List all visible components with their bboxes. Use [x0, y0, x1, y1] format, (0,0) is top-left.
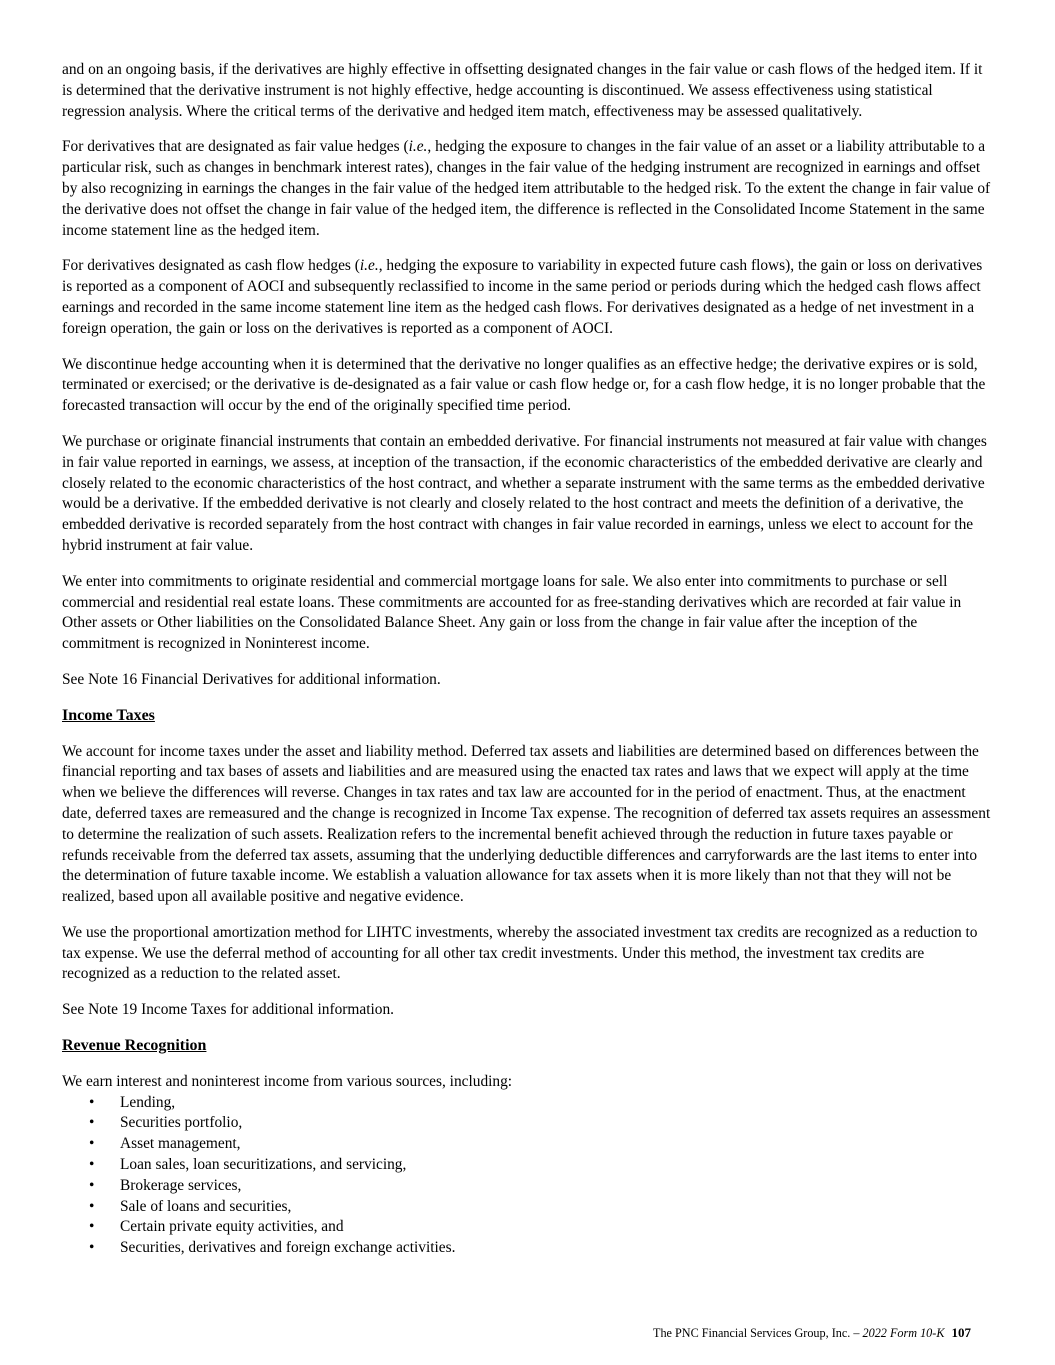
- fair-value-hedges-text-b: , hedging the exposure to changes in the fair value of an asset or a liability attributable to a particular risk, such as changes in benchmark interest rates), changes in the fair value of the hedging instrument are recognized in earnings and offset by also recognizing in earnings the changes in the fair value of the hedged item attributable to the hedged risk. To the extent the change in fair value of the derivative does not offset the change in fair value of the hedged item, the difference is reflected in the Consolidated Income Statement in the same income statement line as the hedged item.: [62, 138, 991, 239]
- commitments-paragraph: We enter into commitments to originate residential and commercial mortgage loans for sale. We also enter into commitments to purchase or sell commercial and residential real estate loans. These commitments are accounted for as free-standing derivatives which are recorded at fair value in Other assets or Other liabilities on the Consolidated Balance Sheet. Any gain or loss from the change in fair value after the inception of the commitment is recognized in Noninterest income.: [62, 572, 962, 653]
- document-page: [62, 60, 994, 1259]
- income-taxes-paragraph-1: We account for income taxes under the asset and liability method. Deferred tax assets and liabilities are determined based on differences between the financial reporting and tax bases of assets and liabilities and are measured using the enacted tax rates and laws that we expect will apply at the time when we believe the differences will reverse. Changes in tax rates and tax law are accounted for in the period of enactment. Thus, at the enactment date, deferred taxes are remeasured and the change is recognized in Income Tax expense. The recognition of deferred tax assets requires an assessment to determine the realization of such assets. Realization refers to the incremental benefit achieved through the reduction in future taxes payable or refunds receivable from the deferred tax assets, assuming that the underlying deductible differences and carryforwards are the last items to enter into the determination of future taxable income. We establish a valuation allowance for tax assets when it is more likely than not that they will not be realized, based upon all available positive and negative evidence.: [62, 742, 991, 906]
- bullet-icon: •: [89, 1176, 95, 1194]
- revenue-intro: We earn interest and noninterest income from various sources, including:: [62, 1072, 513, 1090]
- bullet-icon: •: [89, 1239, 95, 1257]
- income-taxes-paragraph-2: We use the proportional amortization method for LIHTC investments, whereby the associated investment tax credits are recognized as a reduction to tax expense. We use the deferral method of accounting for all other tax credit investments. Under this method, the investment tax credits are recognized as a reduction to the related asset.: [62, 923, 978, 983]
- list-item: [62, 1238, 994, 1259]
- list-item: [62, 1176, 994, 1197]
- page-number: 107: [951, 1325, 971, 1340]
- bullet-icon: •: [89, 1156, 95, 1174]
- list-item-text: Securities portfolio,: [120, 1114, 243, 1132]
- income-taxes-heading: Income Taxes: [62, 706, 155, 724]
- list-item-text: Brokerage services,: [120, 1176, 242, 1194]
- embedded-derivative-paragraph: We purchase or originate financial instruments that contain an embedded derivative. For financial instruments not measured at fair value with changes in fair value reported in earnings, we assess, at inception of the transaction, if the economic characteristics of the embedded derivative are clearly and closely related to the economic characteristics of the host contract, and whether a separate instrument with the same terms as the embedded derivative would be a derivative. If the embedded derivative is not clearly and closely related to the host contract and meets the definition of a derivative, the embedded derivative is recorded separately from the host contract with changes in fair value recorded in earnings, unless we elect to account for the hybrid instrument at fair value.: [62, 432, 987, 554]
- list-item-text: Asset management,: [120, 1135, 241, 1153]
- fair-value-hedges-text-a: For derivatives that are designated as fair value hedges (: [62, 138, 409, 156]
- list-item-text: Certain private equity activities, and: [120, 1218, 344, 1236]
- list-item-text: Loan sales, loan securitizations, and servicing,: [120, 1156, 407, 1174]
- list-item: [62, 1113, 994, 1134]
- page-footer: [653, 1325, 971, 1341]
- list-item: [62, 1155, 994, 1176]
- cash-flow-hedges-text-b: , hedging the exposure to variability in expected future cash flows), the gain or loss on derivatives is reported as a component of AOCI and subsequently reclassified to income in the same period or periods during which the hedged cash flows affect earnings and recorded in the same income statement line item as the hedged cash flows. For derivatives designated as a hedge of net investment in a foreign operation, the gain or loss on the derivatives is reported as a component of AOCI.: [62, 257, 983, 337]
- list-item: [62, 1093, 994, 1114]
- list-item-text: Securities, derivatives and foreign exchange activities.: [120, 1239, 456, 1257]
- derivatives-paragraph-1: and on an ongoing basis, if the derivatives are highly effective in offsetting designated changes in the fair value or cash flows of the hedged item. If it is determined that the derivative instrument is not highly effective, hedge accounting is discontinued. We assess effectiveness using statistical regression analysis. Where the critical terms of the derivative and hedged item match, effectiveness may be assessed qualitatively.: [62, 61, 983, 120]
- footer-company: The PNC Financial Services Group, Inc. –: [653, 1326, 860, 1340]
- fair-value-hedges-paragraph: [62, 137, 994, 241]
- list-item: [62, 1197, 994, 1218]
- see-note-19: See Note 19 Income Taxes for additional information.: [62, 1001, 395, 1019]
- list-item: [62, 1217, 994, 1238]
- revenue-recognition-heading: Revenue Recognition: [62, 1037, 207, 1055]
- see-note-16: See Note 16 Financial Derivatives for additional information.: [62, 670, 441, 688]
- cash-flow-hedges-text-a: For derivatives designated as cash flow hedges (: [62, 257, 360, 275]
- bullet-icon: •: [89, 1114, 95, 1132]
- list-item-text: Sale of loans and securities,: [120, 1197, 292, 1215]
- bullet-icon: •: [89, 1197, 95, 1215]
- ie-italic: i.e.: [408, 138, 428, 156]
- list-item: [62, 1134, 994, 1155]
- discontinue-hedge-paragraph: We discontinue hedge accounting when it is determined that the derivative no longer qualifies as an effective hedge; the derivative expires or is sold, terminated or exercised; or the derivative is de-designated as a fair value or cash flow hedge or, for a cash flow hedge, it is no longer probable that the forecasted transaction will occur by the end of the originally specified time period.: [62, 355, 986, 415]
- bullet-icon: •: [89, 1093, 95, 1111]
- bullet-icon: •: [89, 1135, 95, 1153]
- cash-flow-hedges-paragraph: [62, 256, 994, 339]
- footer-form: 2022 Form 10-K: [862, 1326, 945, 1340]
- list-item-text: Lending,: [120, 1093, 176, 1111]
- ie-italic: i.e.: [359, 257, 379, 275]
- bullet-icon: •: [89, 1218, 95, 1236]
- revenue-sources-list: [62, 1093, 994, 1259]
